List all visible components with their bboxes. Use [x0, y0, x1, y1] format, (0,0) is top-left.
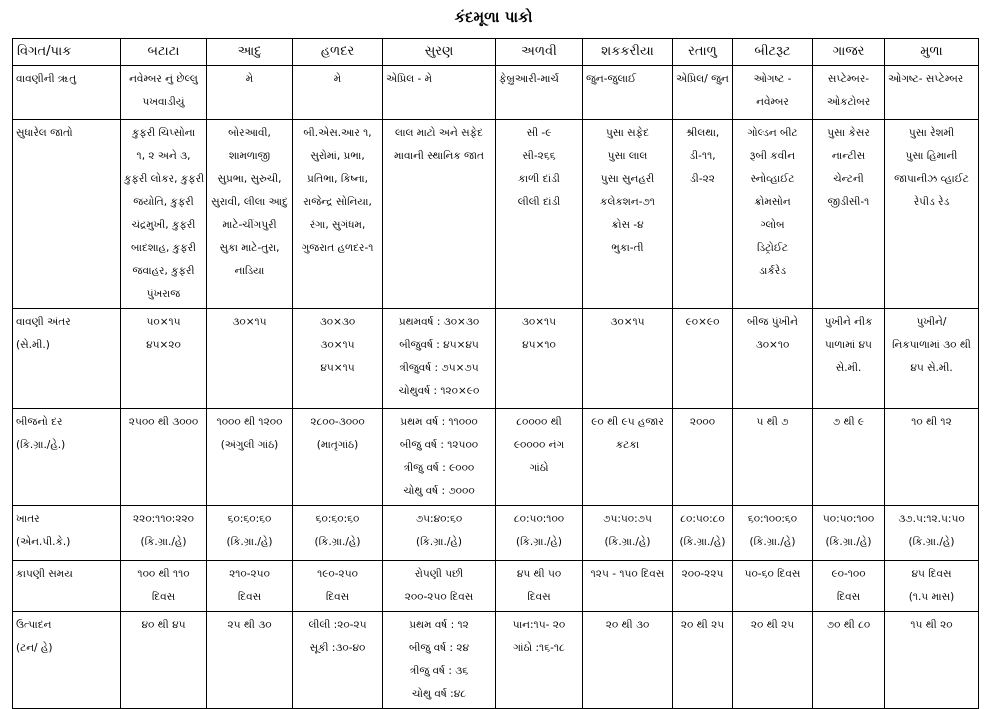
cell-line: જીડીસી-૧	[827, 196, 870, 208]
cell-line: ૯૦૦૦૦ નંગ	[513, 439, 565, 451]
cell-line: (કિ.ગ્રા./હે)	[604, 536, 651, 548]
cell-line: ચોથુ વર્ષ :૪૮	[412, 688, 466, 700]
table-cell	[813, 409, 885, 506]
cell-line: રંગા, સુગંધમ,	[309, 219, 366, 231]
cell-line: (કિ.ગ્રા./હે)	[140, 536, 187, 548]
cell-line: સ્નોવ્હાઈટ	[750, 173, 795, 185]
cell-line: નવેમ્બર નું છેલ્લુ	[129, 73, 198, 85]
cell-line: ૫ થી ૭	[756, 416, 789, 428]
cell-line: શ્રીલથા,	[685, 127, 720, 139]
cell-line: ૨૦૦-૨૫૦ દિવસ	[404, 591, 474, 603]
cell-line: (કિ.ગ્રા./હે)	[314, 536, 361, 548]
cell-line: ૮૦૦૦૦ થી	[516, 416, 562, 428]
header-cell-crop: બટાટા	[121, 39, 207, 66]
header-cell-crop: શકકરીયા	[583, 39, 673, 66]
cell-line: ૯૦-૧૦૦	[831, 568, 866, 580]
cell-line: (કિ.ગ્રા./હે)	[908, 536, 955, 548]
table-cell	[733, 409, 813, 506]
cell-line: પુંખરાજ	[146, 288, 181, 300]
crop-table	[12, 38, 979, 709]
table-cell	[207, 120, 293, 309]
cell-line: ૭ થી ૯	[832, 416, 865, 428]
cell-line: ઓકટોબર	[826, 96, 871, 108]
sowing-season-row	[13, 66, 979, 120]
row-label	[13, 120, 121, 309]
cell-line: ૭૫:૫૦:૭૫	[603, 513, 652, 525]
table-cell	[885, 66, 979, 120]
cell-line: ૯૦×૯૦	[685, 316, 720, 328]
table-cell	[673, 66, 733, 120]
header-cell-crop: અળવી	[496, 39, 583, 66]
cell-line: ગોલ્ડન બીટ	[747, 127, 798, 139]
cell-line: (માતૃગાંઠ)	[316, 439, 359, 451]
table-cell	[673, 120, 733, 309]
table-cell	[673, 309, 733, 409]
table-cell	[121, 409, 207, 506]
cell-line: ૨૦૦૦	[689, 416, 716, 428]
cell-line: પુખીને/	[916, 316, 947, 328]
cell-line: ૮૦:૫૦:૧૦૦	[513, 513, 565, 525]
table-cell	[293, 612, 383, 709]
table-cell	[813, 66, 885, 120]
cell-line: દિવસ	[237, 591, 262, 603]
cell-line: રાજેન્દ્ર સોનિયા,	[303, 196, 372, 208]
cell-line: ૨૫ થી ૩૦	[227, 619, 272, 631]
cell-line: પુસા સફેદ	[605, 127, 650, 139]
cell-line: લીલી :૨૦-૨૫	[308, 619, 367, 631]
cell-line: ૫૦×૧૫	[146, 316, 181, 328]
table-cell	[673, 506, 733, 561]
cell-line: ઓગષ્ટ- સપ્ટેમ્બર	[888, 73, 964, 85]
cell-line: ગાંઠો	[529, 462, 549, 474]
cell-line: ૧૦૦૦ થી ૧૨૦૦	[216, 416, 283, 428]
cell-line: ઓગષ્ટ -	[753, 73, 792, 85]
table-cell	[583, 409, 673, 506]
cell-line: એપ્રિલ - મે	[386, 73, 433, 85]
cell-line: જાપાનીઝ વ્હાઈટ	[894, 173, 969, 185]
cell-line: રૂબી કવીન	[749, 150, 796, 162]
table-cell	[733, 612, 813, 709]
cell-line: ૩૦×૧૫	[232, 316, 267, 328]
cell-line: પુસા સુનહરી	[600, 173, 655, 185]
cell-line: (૧.૫ માસ)	[908, 591, 955, 603]
cell-line: માવાની સ્થાનિક જાત	[394, 150, 484, 162]
cell-line: ૪૫×૧૫	[320, 362, 355, 374]
row-label-line: (સે.મી.)	[16, 339, 50, 351]
table-cell	[813, 506, 885, 561]
table-cell	[383, 561, 496, 612]
cell-line: માટે-ચીંગપુરી	[222, 219, 277, 231]
cell-line: ગ્લોબ	[760, 219, 785, 231]
cell-line: ૭૫:૪૦:૬૦	[415, 513, 463, 525]
cell-line: ૮૦:૫૦:૮૦	[680, 513, 725, 525]
cell-line: સુકા માટે-તુરા,	[219, 242, 280, 254]
cell-line: કાળી દાંડી	[518, 173, 560, 185]
table-cell	[673, 612, 733, 709]
cell-line: રેપીડ રેડ	[913, 196, 950, 208]
header-row	[13, 39, 979, 66]
cell-line: ૨૮૦૦-૩૦૦૦	[310, 416, 365, 428]
cell-line: પ્રથમવર્ષ : ૩૦×૩૦	[398, 316, 480, 328]
table-cell	[207, 66, 293, 120]
row-label-line: વાવણીની ૠતુ	[16, 73, 77, 85]
cell-line: ડિટ્રોઈટ	[756, 242, 789, 254]
cell-line: (અંગુલી ગાંઠ)	[220, 439, 279, 451]
row-label-line: ખાતર	[16, 513, 40, 525]
cell-line: ડી-૧૧,	[689, 150, 716, 162]
row-label-line: ઉત્પાદન	[16, 619, 52, 631]
cell-line: ૩૦×૧૫	[521, 316, 557, 328]
cell-line: ૩૦×૩૦	[319, 316, 356, 328]
cell-line: ડી-૨૨	[690, 173, 715, 185]
cell-line: (કિ.ગ્રા./હે)	[226, 536, 273, 548]
cell-line: ક્રોસ -૪	[611, 219, 644, 231]
table-cell	[496, 66, 583, 120]
cell-line: પુસા લાલ	[607, 150, 648, 162]
table-cell	[121, 612, 207, 709]
cell-line: જયોતિ, કુફરી	[133, 196, 194, 208]
table-cell	[813, 612, 885, 709]
cell-line: મે	[333, 73, 342, 85]
table-cell	[583, 506, 673, 561]
table-cell	[673, 409, 733, 506]
cell-line: સી-૨૬૬	[522, 150, 556, 162]
row-label-line: (એન.પી.કે.)	[16, 536, 71, 548]
row-label-line: (કિ.ગ્રા./હે.)	[16, 439, 66, 451]
cell-line: રોપણી પછી	[414, 568, 464, 580]
cell-line: ગુજરાત હળદર-૧	[301, 242, 374, 254]
cell-line: બી.એસ.આર ૧,	[303, 127, 372, 139]
cell-line: બીજુવર્ષ : ૪૫×૪૫	[399, 339, 479, 351]
row-label-line: કાપણી સમય	[16, 568, 73, 580]
cell-line: ૭૦ થી ૮૦	[826, 619, 871, 631]
table-cell	[496, 612, 583, 709]
header-cell-crop: હળદર	[293, 39, 383, 66]
cell-line: ૧૨૫ - ૧૫૦ દિવસ	[590, 568, 665, 580]
cell-line: ક્રોમસોન	[754, 196, 791, 208]
cell-line: નાન્ટીસ	[831, 150, 866, 162]
table-cell	[813, 561, 885, 612]
cell-line: ૫૦:૫૦:૧૦૦	[822, 513, 875, 525]
cell-line: પખવાડીયું	[142, 96, 185, 108]
cell-line: કુફરી લોકર, કુફરી	[124, 173, 205, 185]
table-cell	[733, 561, 813, 612]
table-cell	[885, 120, 979, 309]
table-cell	[496, 309, 583, 409]
cell-line: ૩૦×૧૫	[610, 316, 645, 328]
table-cell	[293, 66, 383, 120]
seed-rate-row	[13, 409, 979, 506]
cell-line: ૨૦૦-૨૨૫	[681, 568, 724, 580]
cell-line: દિવસ	[527, 591, 551, 603]
cell-line: ગાંઠો :૧૬-૧૮	[513, 642, 565, 654]
cell-line: એપ્રિલ/ જુન	[676, 73, 729, 85]
row-label	[13, 612, 121, 709]
table-cell	[383, 409, 496, 506]
cell-line: ત્રીજુ વર્ષ : ૯૦૦૦	[403, 462, 475, 474]
cell-line: ૨૧૦-૨૫૦	[229, 568, 270, 580]
table-cell	[383, 612, 496, 709]
cell-line: પ્રતિભા, કિષ્ના,	[307, 173, 368, 185]
cell-line: ૯૦ થી ૯૫ હજાર	[591, 416, 664, 428]
cell-line: લીલી દાંડી	[517, 196, 561, 208]
cell-line: ૫૦-૬૦ દિવસ	[744, 568, 801, 580]
cell-line: ૪૫×૨૦	[146, 339, 181, 351]
cell-line: ૩૦×૧૦	[755, 339, 790, 351]
table-cell	[293, 561, 383, 612]
table-cell	[121, 120, 207, 309]
table-cell	[885, 409, 979, 506]
cell-line: ભુકા-તી	[611, 242, 644, 254]
page-title: કંદમૂળા પાકો	[454, 8, 533, 26]
cell-line: નિકપાળામાં ૩૦ થી	[892, 339, 971, 351]
cell-line: ચોથુ વર્ષ : ૭૦૦૦	[403, 485, 475, 497]
fertilizer-row	[13, 506, 979, 561]
table-cell	[813, 309, 885, 409]
cell-line: ચંદ્રમુખી, કુફરી	[131, 219, 196, 231]
cell-line: ૩૭.૫:૧૨.૫:૫૦	[898, 513, 965, 525]
cell-line: કટકા	[615, 439, 640, 451]
cell-line: દિવસ	[151, 591, 176, 603]
cell-line: સુરોમાં, પ્રભા,	[310, 150, 365, 162]
cell-line: ૨૦ થી ૨૫	[680, 619, 725, 631]
table-cell	[207, 561, 293, 612]
cell-line: ૧૦ થી ૧૨	[911, 416, 952, 428]
table-cell	[383, 120, 496, 309]
cell-line: (કિ.ગ્રા./હે)	[825, 536, 872, 548]
table-cell	[293, 309, 383, 409]
cell-line: ચોથુવર્ષ : ૧૨૦×૯૦	[398, 385, 480, 397]
table-cell	[383, 309, 496, 409]
cell-line: કલેકશન-૭૧	[600, 196, 655, 208]
cell-line: દિવસ	[836, 591, 861, 603]
cell-line: કુફરી ચિપ્સોના	[131, 127, 196, 139]
cell-line: ૪૫ થી ૫૦	[516, 568, 562, 580]
table-cell	[383, 506, 496, 561]
table-cell	[207, 309, 293, 409]
cell-line: પુખીને નીક	[824, 316, 873, 328]
row-label-line: બીજનો દર	[16, 416, 63, 428]
row-label-line: સુધારેલ જાતો	[16, 127, 73, 139]
cell-line: (કિ.ગ્રા./હે)	[679, 536, 726, 548]
cell-line: દિવસ	[325, 591, 350, 603]
cell-line: નવેમ્બર	[756, 96, 789, 108]
table-cell	[207, 506, 293, 561]
cell-line: પાન:૧૫- ૨૦	[512, 619, 566, 631]
cell-line: બીજુ વર્ષ : ૨૪	[408, 642, 469, 654]
header-cell-crop: આદુ	[207, 39, 293, 66]
cell-line: નાડિયા	[234, 265, 265, 277]
cell-line: પાળામાં ૪૫	[825, 339, 872, 351]
cell-line: સુપ્રભા, સુરુચી,	[217, 173, 282, 185]
table-cell	[496, 506, 583, 561]
cell-line: બીજ પુંખીને	[747, 316, 798, 328]
cell-line: સુરાવી, લીલા આદુ	[211, 196, 288, 208]
cell-line: ૪૫×૧૦	[522, 339, 556, 351]
table-cell	[583, 66, 673, 120]
cell-line: ૧૦૦ થી ૧૧૦	[137, 568, 190, 580]
header-cell-crop: બીટરૂટ	[733, 39, 813, 66]
table-cell	[885, 309, 979, 409]
table-cell	[121, 561, 207, 612]
table-cell	[496, 409, 583, 506]
row-label	[13, 309, 121, 409]
table-cell	[496, 120, 583, 309]
cell-line: જવાહર, કુફરી	[132, 265, 195, 277]
header-cell-crop: ગાજર	[813, 39, 885, 66]
cell-line: ડાર્કરેડ	[759, 265, 786, 277]
cell-line: પ્રથમ વર્ષ : ૧૧૦૦૦	[400, 416, 478, 428]
cell-line: સપ્ટેમ્બર-	[827, 73, 870, 85]
header-cell-crop: મુળા	[885, 39, 979, 66]
row-label	[13, 409, 121, 506]
cell-line: સી -૯	[526, 127, 552, 139]
cell-line: સૂકી :૩૦-૪૦	[309, 642, 366, 654]
cell-line: પુસા કેસર	[827, 127, 870, 139]
cell-line: ચેન્ટની	[833, 173, 864, 185]
table-cell	[583, 120, 673, 309]
cell-line: ૨૫૦૦ થી ૩૦૦૦	[128, 416, 199, 428]
cell-line: (કિ.ગ્રા./હે)	[416, 536, 462, 548]
cell-line: બાદશાહ, કુફરી	[130, 242, 197, 254]
table-cell	[583, 309, 673, 409]
cell-line: ત્રીજુ વર્ષ : ૩૬	[409, 665, 469, 677]
cell-line: જુન-જુલાઈ	[586, 73, 637, 85]
cell-line: ૩૦×૧૫	[320, 339, 355, 351]
header-cell-crop: રતાળુ	[673, 39, 733, 66]
cell-line: ૪૫ દિવસ	[911, 568, 952, 580]
table-cell	[733, 66, 813, 120]
table-cell	[383, 66, 496, 120]
cell-line: શામળાજી	[228, 150, 271, 162]
sowing-distance-row	[13, 309, 979, 409]
cell-line: સે.મી.	[835, 362, 862, 374]
cell-line: ૬૦:૬૦:૬૦	[227, 513, 272, 525]
cell-line: મે	[245, 73, 254, 85]
table-cell	[121, 309, 207, 409]
row-label	[13, 66, 121, 120]
table-cell	[733, 120, 813, 309]
table-cell	[207, 409, 293, 506]
cell-line: ૬૦:૧૦૦:૬૦	[747, 513, 798, 525]
cell-line: ૪૦ થી ૪૫	[141, 619, 186, 631]
row-label-line: (ટન/ હે)	[16, 642, 53, 654]
cell-line: બોરઆવી,	[228, 127, 271, 139]
cell-line: બીજુ વર્ષ : ૧૨૫૦૦	[399, 439, 479, 451]
table-cell	[583, 612, 673, 709]
cell-line: (કિ.ગ્રા./હે)	[516, 536, 562, 548]
table-cell	[293, 409, 383, 506]
harvest-time-row	[13, 561, 979, 612]
cell-line: ૨૦ થી ૩૦	[605, 619, 650, 631]
header-cell-crop: સુરણ	[383, 39, 496, 66]
cell-line: પુસા રેશમી	[908, 127, 955, 139]
table-cell	[885, 561, 979, 612]
table-cell	[733, 309, 813, 409]
table-cell	[583, 561, 673, 612]
row-label	[13, 506, 121, 561]
yield-row	[13, 612, 979, 709]
cell-line: (કિ.ગ્રા./હે)	[749, 536, 796, 548]
table-cell	[496, 561, 583, 612]
cell-line: ૬૦:૬૦:૬૦	[315, 513, 360, 525]
row-label-line: વાવણી અંતર	[16, 316, 71, 328]
cell-line: ત્રીજુવર્ષ : ૭૫×૭૫	[399, 362, 479, 374]
table-cell	[293, 120, 383, 309]
cell-line: ૨૨૦:૧૧૦:૨૨૦	[133, 513, 194, 525]
cell-line: ૨૦ થી ૨૫	[750, 619, 795, 631]
cell-line: ૧૫ થી ૨૦	[910, 619, 953, 631]
table-cell	[207, 612, 293, 709]
cell-line: પુસા હિમાની	[905, 150, 958, 162]
table-cell	[121, 66, 207, 120]
cell-line: ૧, ૨ અને ૩,	[136, 150, 191, 162]
header-cell-detail: વિગત/પાક	[13, 39, 121, 66]
row-label	[13, 561, 121, 612]
table-cell	[813, 120, 885, 309]
cell-line: ૧૯૦-૨૫૦	[317, 568, 358, 580]
cell-line: લાલ માટો અને સફેદ	[395, 127, 483, 139]
table-cell	[885, 612, 979, 709]
table-cell	[733, 506, 813, 561]
cell-line: ફેબ્રુઆરી-માર્ચ	[499, 73, 559, 85]
cell-line: પ્રથમ વર્ષ : ૧૨	[409, 619, 469, 631]
table-cell	[885, 506, 979, 561]
improved-varieties-row	[13, 120, 979, 309]
table-cell	[121, 506, 207, 561]
cell-line: ૪૫ સે.મી.	[910, 362, 953, 374]
table-cell	[673, 561, 733, 612]
table-cell	[293, 506, 383, 561]
